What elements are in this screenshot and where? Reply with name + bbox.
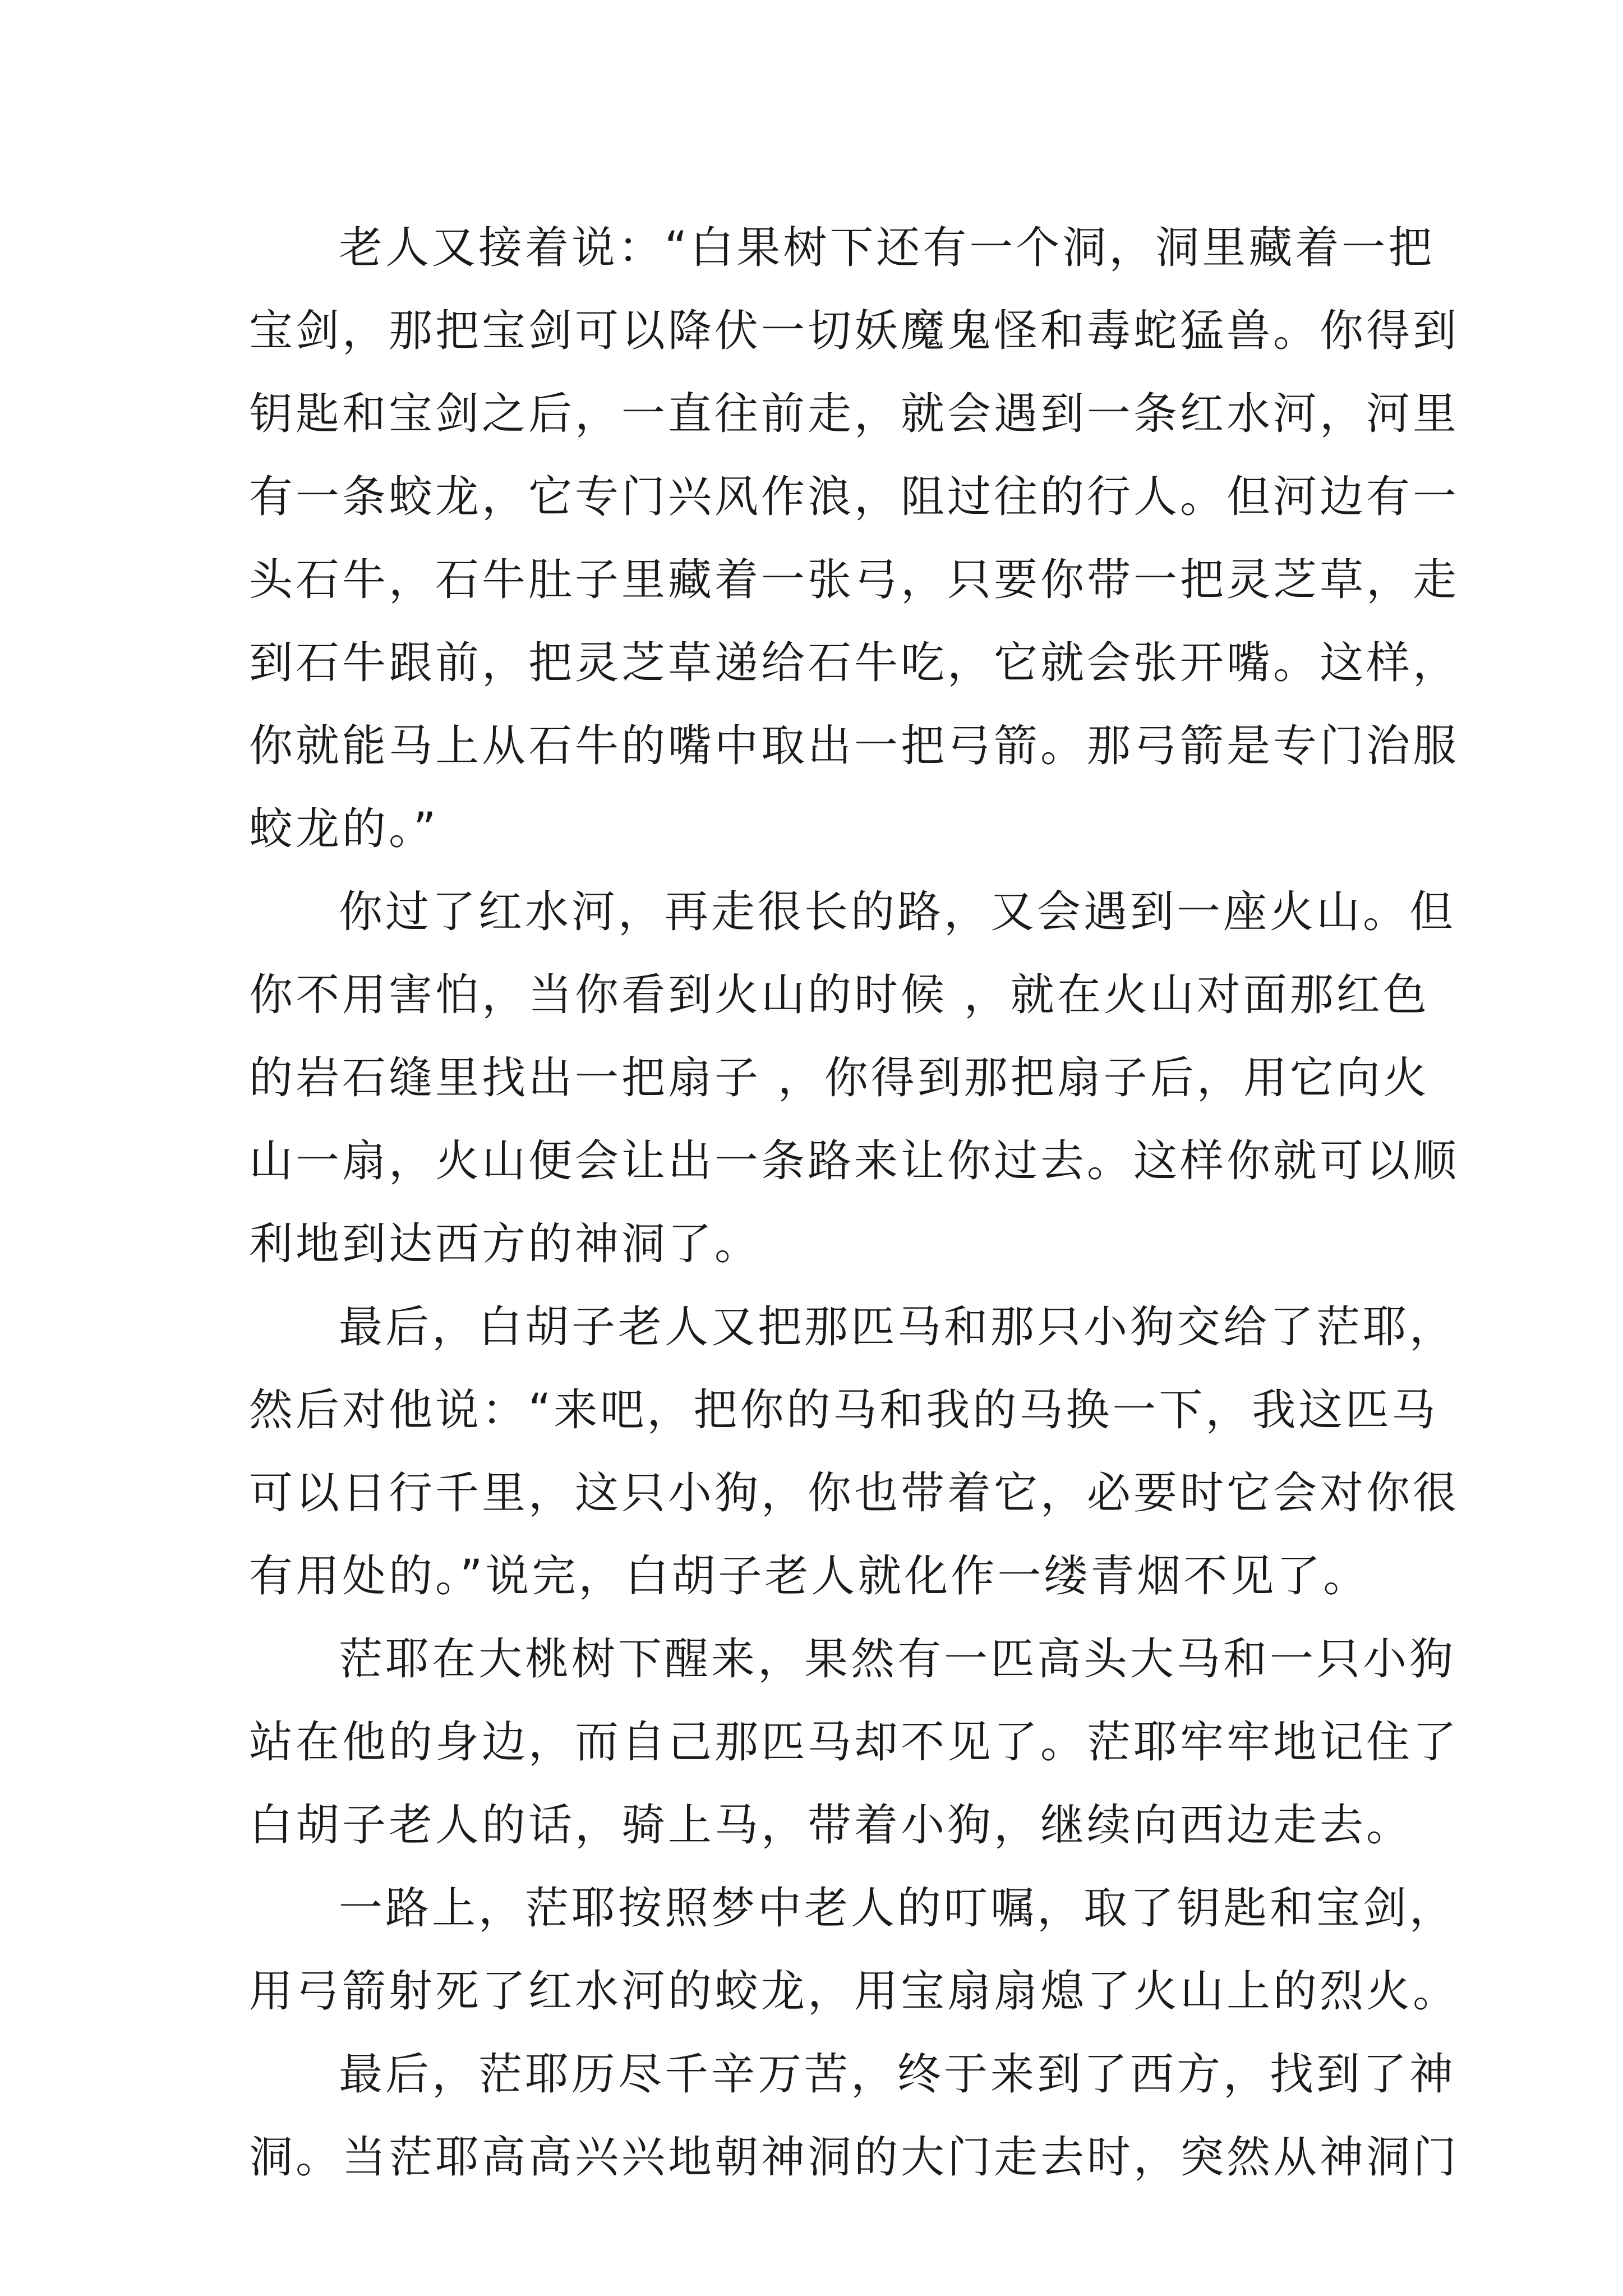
text-line-10: 你不用害怕，当你看到火山的时候 ，就在火山对面那红色 [249,970,1430,1020]
text-line-6: 到石牛跟前，把灵芝草递给石牛吃，它就会张开嘴。这样， [249,638,1460,688]
text-line-14: 最后，白胡子老人又把那匹马和那只小狗交给了茫耶， [339,1302,1456,1352]
text-line-23: 最后，茫耶历尽千辛万苦，终于来到了西方，找到了神 [339,2049,1456,2100]
text-line-13: 利地到达西方的神洞了。 [249,1219,762,1269]
text-line-19: 站在他的身边，而自己那匹马却不见了。茫耶牢牢地记住了 [249,1717,1460,1768]
text-line-12: 山一扇，火山便会让出一条路来让你过去。这样你就可以顺 [249,1136,1460,1186]
text-line-8: 蛟龙的。” [249,804,439,854]
text-line-18: 茫耶在大桃树下醒来，果然有一匹高头大马和一只小狗 [339,1634,1456,1685]
text-line-7: 你就能马上从石牛的嘴中取出一把弓箭。那弓箭是专门治服 [249,721,1460,771]
text-line-1: 老人又接着说：“白果树下还有一个洞，洞里藏着一把 [339,223,1435,273]
text-line-17: 有用处的。”说完，白胡子老人就化作一缕青烟不见了。 [249,1551,1370,1602]
text-line-3: 钥匙和宝剑之后，一直往前走，就会遇到一条红水河，河里 [249,389,1460,439]
text-line-9: 你过了红水河，再走很长的路，又会遇到一座火山。但 [339,887,1456,937]
text-line-20: 白胡子老人的话，骑上马，带着小狗，继续向西边走去。 [249,1800,1413,1851]
text-line-24: 洞。当茫耶高高兴兴地朝神洞的大门走去时，突然从神洞门 [249,2132,1460,2183]
text-line-21: 一路上，茫耶按照梦中老人的叮嘱，取了钥匙和宝剑， [339,1883,1456,1934]
text-line-11: 的岩石缝里找出一把扇子 ，你得到那把扇子后，用它向火 [249,1053,1430,1103]
text-line-22: 用弓箭射死了红水河的蛟龙，用宝扇扇熄了火山上的烈火。 [249,1966,1460,2017]
text-line-15: 然后对他说：“来吧，把你的马和我的马换一下，我这匹马 [249,1385,1438,1435]
text-line-5: 头石牛，石牛肚子里藏着一张弓，只要你带一把灵芝草，走 [249,555,1460,605]
text-line-2: 宝剑，那把宝剑可以降伏一切妖魔鬼怪和毒蛇猛兽。你得到 [249,306,1460,356]
text-line-4: 有一条蛟龙，它专门兴风作浪，阻过往的行人。但河边有一 [249,472,1460,522]
text-line-16: 可以日行千里，这只小狗，你也带着它，必要时它会对你很 [249,1468,1460,1519]
